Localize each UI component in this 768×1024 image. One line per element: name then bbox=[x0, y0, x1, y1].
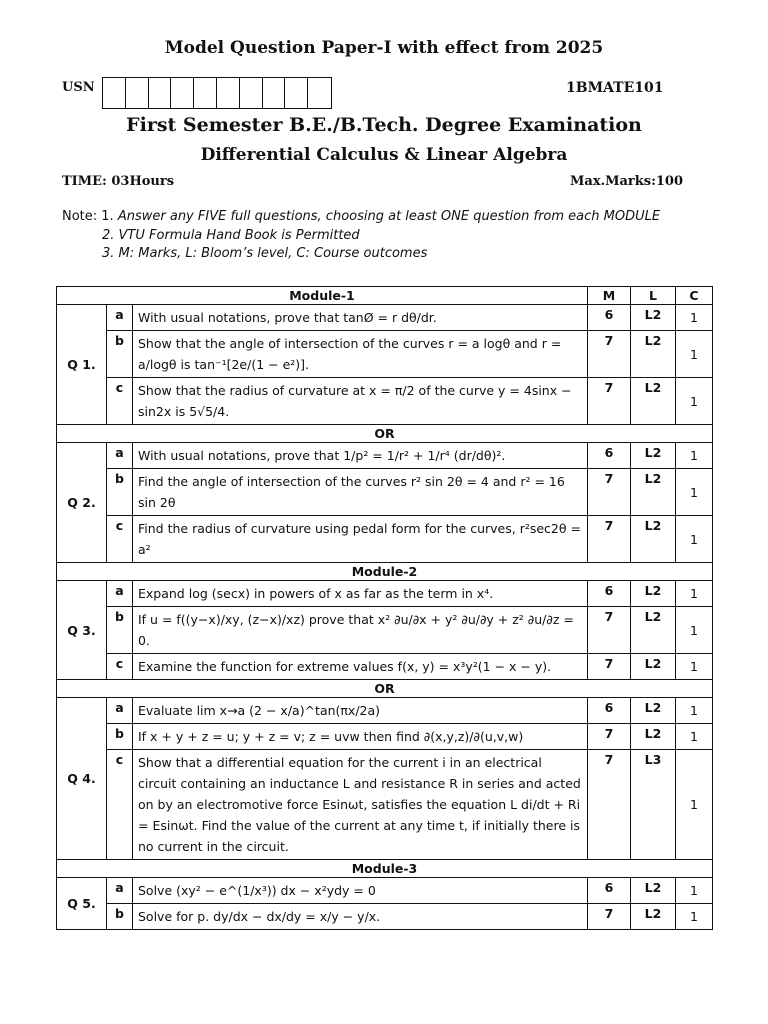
usn-box bbox=[171, 78, 194, 108]
question-row bbox=[57, 878, 713, 904]
course-code: 1BMATE101 bbox=[566, 80, 664, 96]
marks-value: 7 bbox=[588, 904, 631, 930]
usn-box bbox=[217, 78, 240, 108]
part-letter: c bbox=[107, 378, 133, 425]
blooms-level: L2 bbox=[631, 581, 676, 607]
exam-title: First Semester B.E./B.Tech. Degree Examination bbox=[126, 114, 642, 136]
question-text: Examine the function for extreme values f(x, y) = x³y²(1 − x − y). bbox=[133, 654, 588, 680]
marks-value: 6 bbox=[588, 305, 631, 331]
course-outcome: 1 bbox=[676, 654, 713, 680]
or-divider-label: OR bbox=[57, 680, 713, 698]
marks-value: 7 bbox=[588, 516, 631, 563]
course-outcome: 1 bbox=[676, 581, 713, 607]
usn-box bbox=[126, 78, 149, 108]
blooms-level: L2 bbox=[631, 904, 676, 930]
marks-value: 6 bbox=[588, 581, 631, 607]
module-3-header bbox=[57, 860, 713, 878]
marks-value: 7 bbox=[588, 724, 631, 750]
marks-value: 7 bbox=[588, 654, 631, 680]
part-letter: a bbox=[107, 581, 133, 607]
blooms-level: L2 bbox=[631, 378, 676, 425]
marks-value: 7 bbox=[588, 750, 631, 860]
question-number: Q 2. bbox=[57, 443, 107, 563]
module-2-header-label: Module-2 bbox=[57, 563, 713, 581]
question-number: Q 4. bbox=[57, 698, 107, 860]
instructions-note bbox=[62, 208, 660, 264]
course-outcome: 1 bbox=[676, 516, 713, 563]
column-header-m: M bbox=[588, 287, 631, 305]
marks-value: 6 bbox=[588, 443, 631, 469]
blooms-level: L2 bbox=[631, 331, 676, 378]
part-letter: a bbox=[107, 698, 133, 724]
usn-box bbox=[194, 78, 217, 108]
question-row bbox=[57, 607, 713, 654]
or-divider bbox=[57, 680, 713, 698]
module-1-header bbox=[57, 287, 713, 305]
question-text: Evaluate lim x→a (2 − x/a)^tan(πx/2a) bbox=[133, 698, 588, 724]
course-outcome: 1 bbox=[676, 698, 713, 724]
marks-value: 6 bbox=[588, 698, 631, 724]
part-letter: a bbox=[107, 878, 133, 904]
question-text: Solve for p. dy/dx − dx/dy = x/y − y/x. bbox=[133, 904, 588, 930]
marks-value: 7 bbox=[588, 469, 631, 516]
note-line-2: 2. VTU Formula Hand Book is Permitted bbox=[102, 227, 360, 243]
question-number: Q 5. bbox=[57, 878, 107, 930]
module-2-header bbox=[57, 563, 713, 581]
usn-entry-boxes bbox=[102, 77, 332, 109]
course-outcome: 1 bbox=[676, 305, 713, 331]
note-line-3: 3. M: Marks, L: Bloom’s level, C: Course outcomes bbox=[102, 246, 428, 261]
question-row bbox=[57, 698, 713, 724]
usn-label: USN bbox=[62, 80, 95, 95]
note-prefix: Note: 1. bbox=[62, 209, 114, 224]
usn-box bbox=[285, 78, 308, 108]
or-divider-label: OR bbox=[57, 425, 713, 443]
usn-box bbox=[149, 78, 172, 108]
module-1-header-label: Module-1 bbox=[57, 287, 588, 305]
part-letter: c bbox=[107, 750, 133, 860]
course-outcome: 1 bbox=[676, 724, 713, 750]
question-row bbox=[57, 581, 713, 607]
question-row bbox=[57, 378, 713, 425]
blooms-level: L2 bbox=[631, 878, 676, 904]
course-outcome: 1 bbox=[676, 750, 713, 860]
question-text: If u = f((y−x)/xy, (z−x)/xz) prove that x² ∂u/∂x + y² ∂u/∂y + z² ∂u/∂z = 0. bbox=[133, 607, 588, 654]
column-header-l: L bbox=[631, 287, 676, 305]
part-letter: a bbox=[107, 443, 133, 469]
or-divider bbox=[57, 425, 713, 443]
usn-box bbox=[103, 78, 126, 108]
question-text: Find the radius of curvature using pedal form for the curves, r²sec2θ = a² bbox=[133, 516, 588, 563]
course-outcome: 1 bbox=[676, 904, 713, 930]
max-marks: Max.Marks:100 bbox=[570, 174, 684, 189]
subject-title: Differential Calculus & Linear Algebra bbox=[200, 145, 568, 165]
part-letter: c bbox=[107, 654, 133, 680]
question-row bbox=[57, 750, 713, 860]
question-row bbox=[57, 443, 713, 469]
question-row bbox=[57, 724, 713, 750]
question-text: Show that a differential equation for the current i in an electrical circuit containing an inductance L and resistance R in series and acted on by an electromotive force Esinωt, satisfies the equation L di/dt + Ri = Esinωt. Find the value of the current at any time t, if initially there is no current in the circuit. bbox=[133, 750, 588, 860]
marks-value: 7 bbox=[588, 607, 631, 654]
question-table bbox=[56, 286, 713, 930]
usn-box bbox=[240, 78, 263, 108]
column-header-c: C bbox=[676, 287, 713, 305]
blooms-level: L2 bbox=[631, 724, 676, 750]
usn-box bbox=[263, 78, 286, 108]
question-text: With usual notations, prove that tanØ = r dθ/dr. bbox=[133, 305, 588, 331]
paper-title: Model Question Paper-I with effect from 2025 bbox=[164, 38, 604, 58]
note-line-1 bbox=[62, 208, 660, 227]
blooms-level: L2 bbox=[631, 469, 676, 516]
course-outcome: 1 bbox=[676, 607, 713, 654]
question-number: Q 1. bbox=[57, 305, 107, 425]
part-letter: b bbox=[107, 331, 133, 378]
marks-value: 7 bbox=[588, 331, 631, 378]
question-text: With usual notations, prove that 1/p² = 1/r² + 1/r⁴ (dr/dθ)². bbox=[133, 443, 588, 469]
time-info: TIME: 03Hours bbox=[62, 174, 175, 189]
part-letter: b bbox=[107, 724, 133, 750]
part-letter: c bbox=[107, 516, 133, 563]
blooms-level: L2 bbox=[631, 443, 676, 469]
blooms-level: L3 bbox=[631, 750, 676, 860]
part-letter: b bbox=[107, 607, 133, 654]
question-text: Show that the angle of intersection of the curves r = a logθ and r = a/logθ is tan⁻¹[2e/(1 − e²)]. bbox=[133, 331, 588, 378]
question-row bbox=[57, 904, 713, 930]
question-text: If x + y + z = u; y + z = v; z = uvw then find ∂(x,y,z)/∂(u,v,w) bbox=[133, 724, 588, 750]
part-letter: b bbox=[107, 904, 133, 930]
question-row bbox=[57, 305, 713, 331]
usn-box bbox=[308, 78, 331, 108]
question-text: Solve (xy² − e^(1/x³)) dx − x²ydy = 0 bbox=[133, 878, 588, 904]
question-number: Q 3. bbox=[57, 581, 107, 680]
question-text: Find the angle of intersection of the curves r² sin 2θ = 4 and r² = 16 sin 2θ bbox=[133, 469, 588, 516]
course-outcome: 1 bbox=[676, 331, 713, 378]
note-item-1: Answer any FIVE full questions, choosing at least ONE question from each MODULE bbox=[117, 209, 661, 224]
blooms-level: L2 bbox=[631, 305, 676, 331]
course-outcome: 1 bbox=[676, 469, 713, 516]
course-outcome: 1 bbox=[676, 378, 713, 425]
question-text: Show that the radius of curvature at x = π/2 of the curve y = 4sinx − sin2x is 5√5/4. bbox=[133, 378, 588, 425]
part-letter: b bbox=[107, 469, 133, 516]
course-outcome: 1 bbox=[676, 878, 713, 904]
question-row bbox=[57, 516, 713, 563]
marks-value: 6 bbox=[588, 878, 631, 904]
blooms-level: L2 bbox=[631, 516, 676, 563]
question-text: Expand log (secx) in powers of x as far as the term in x⁴. bbox=[133, 581, 588, 607]
blooms-level: L2 bbox=[631, 607, 676, 654]
blooms-level: L2 bbox=[631, 698, 676, 724]
marks-value: 7 bbox=[588, 378, 631, 425]
question-row bbox=[57, 469, 713, 516]
question-row bbox=[57, 654, 713, 680]
part-letter: a bbox=[107, 305, 133, 331]
question-row bbox=[57, 331, 713, 378]
course-outcome: 1 bbox=[676, 443, 713, 469]
module-3-header-label: Module-3 bbox=[57, 860, 713, 878]
blooms-level: L2 bbox=[631, 654, 676, 680]
